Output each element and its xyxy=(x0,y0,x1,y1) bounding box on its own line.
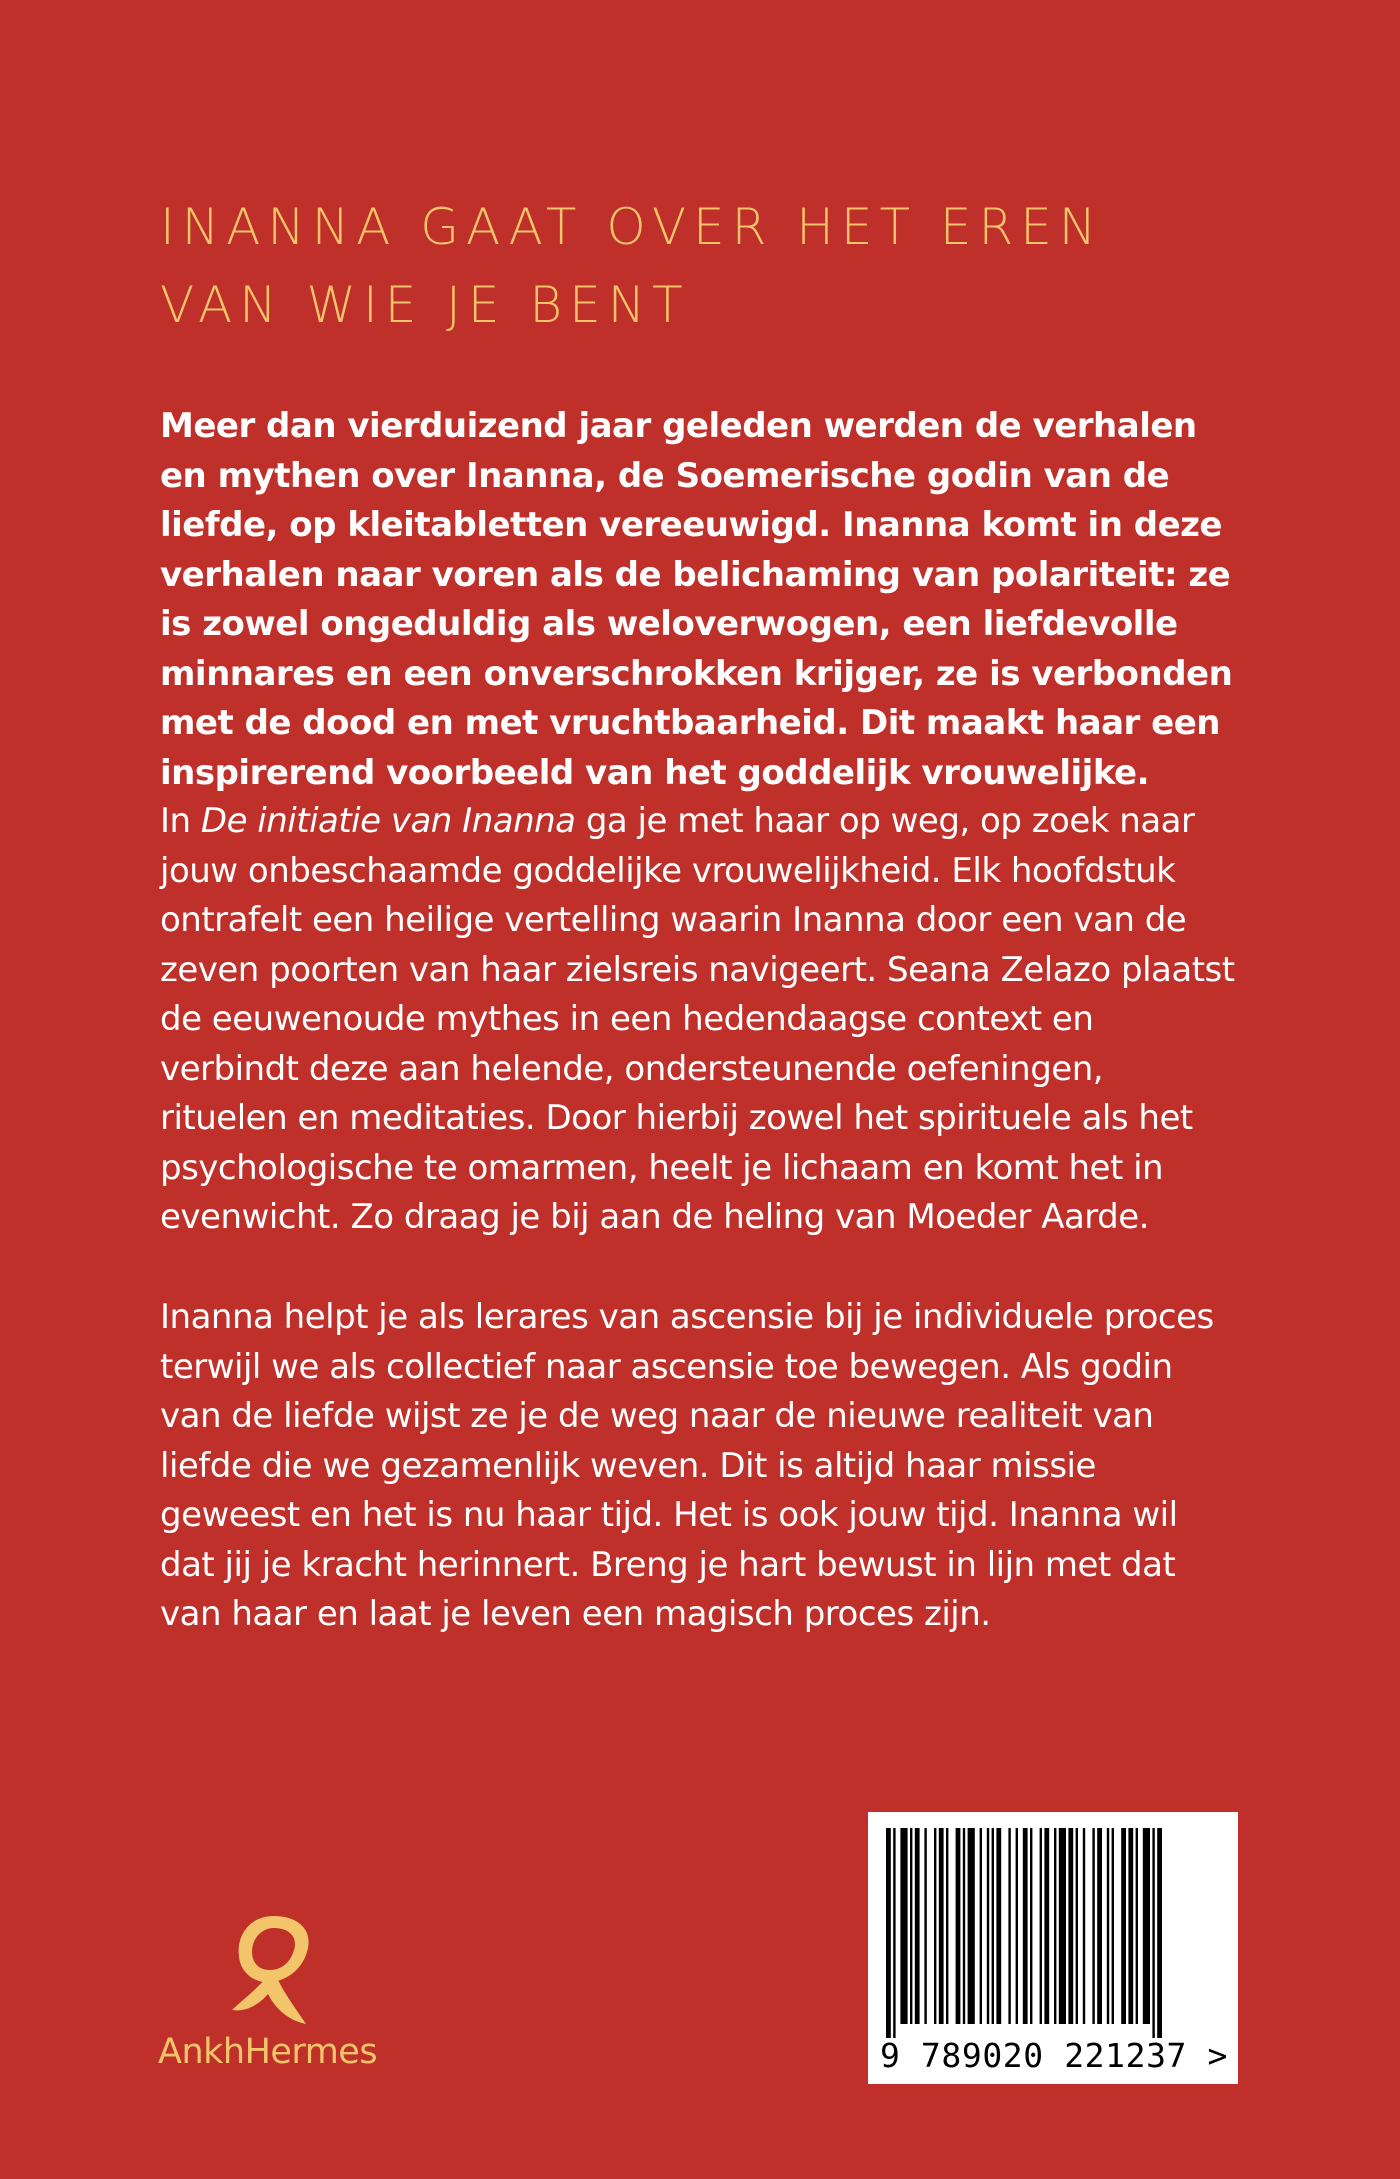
barcode-bar xyxy=(1157,1828,1162,2038)
barcode-bar xyxy=(939,1828,944,2024)
barcode-bar xyxy=(1030,1828,1032,2024)
isbn-digits: 9 789020 221237 > xyxy=(880,2036,1228,2075)
barcode-bar xyxy=(893,1828,895,2038)
barcode-bar xyxy=(1023,1828,1028,2024)
ankh-hermes-logo-icon xyxy=(228,1910,320,2030)
intro-paragraph: Meer dan vierduizend jaar geleden werden de verhalen en mythen over Inanna, de Soemerische godin van de liefde, op kleitabletten vereeuwigd. Inanna komt in deze verhalen naar voren als de belichaming van polariteit: ze is zowel ongeduldig als weloverwogen, een liefdevolle minnares en een onverschrokken krijger, ze is verbonden met de dood en met vruchtbaarheid. Dit maakt haar een inspirerend voorbeeld van het goddelijk vrouwelijke. xyxy=(160,406,1233,793)
barcode-bar xyxy=(900,1828,907,2024)
headline-line-1: INANNA GAAT OVER HET EREN xyxy=(160,198,1104,256)
barcode-bar xyxy=(996,1828,1001,2024)
barcode-bar xyxy=(886,1828,891,2038)
barcode-bar xyxy=(1097,1828,1102,2024)
barcode-bar xyxy=(1107,1828,1109,2024)
barcode-bar xyxy=(956,1828,961,2024)
publisher-name: AnkhHermes xyxy=(158,2032,378,2072)
headline-line-2: VAN WIE JE BENT xyxy=(160,276,690,334)
barcode-bar xyxy=(980,1828,982,2024)
barcode-bar xyxy=(1136,1828,1138,2024)
paragraph-2-prefix: In xyxy=(160,801,201,841)
barcode-bar xyxy=(968,1828,975,2024)
barcode xyxy=(868,1812,1238,2084)
headline xyxy=(160,188,1310,344)
barcode-bar xyxy=(1143,1828,1150,2024)
barcode-bar xyxy=(924,1828,926,2024)
barcode-bar xyxy=(1121,1828,1126,2024)
barcode-bar xyxy=(987,1828,989,2024)
barcode-bar xyxy=(1044,1828,1049,2024)
barcode-bar xyxy=(1076,1828,1078,2024)
barcode-bar xyxy=(934,1828,936,2024)
barcode-bar xyxy=(1068,1828,1073,2024)
paragraph-2-text: ga je met haar op weg, op zoek naar jouw onbeschaamde goddelijke vrouwelijkheid. Elk hoofdstuk ontrafelt een heilige vertelling waarin Inanna door een van de zeven poorten van haar zielsreis navigeert. Seana Zelazo plaatst de eeuwenoude mythes in een hedendaagse context en verbindt deze aan helende, ondersteunende oefeningen, rituelen en meditaties. Door hierbij zowel het spirituele als het psychologische te omarmen, heelt je lichaam en komt het in evenwicht. Zo draag je bij aan de heling van Moeder Aarde. xyxy=(160,801,1235,1237)
barcode-bar xyxy=(1059,1828,1066,2024)
body-paragraph-3: Inanna helpt je als lerares van ascensie bij je individuele proces terwijl we als collectief naar ascensie toe bewegen. Als godin van de liefde wijst ze je de weg naar de nieuwe realiteit van liefde die we gezamenlijk weven. Dit is altijd haar missie geweest en het is nu haar tijd. Het is ook jouw tijd. Inanna wil dat jij je kracht herinnert. Breng je hart bewust in lijn met dat van haar en laat je leven een magisch proces zijn. xyxy=(160,1297,1214,1634)
book-title: De initiatie van Inanna xyxy=(200,801,576,841)
barcode-bar xyxy=(1112,1828,1114,2024)
barcode-bar xyxy=(963,1828,965,2024)
barcode-bar xyxy=(1040,1828,1042,2024)
barcode-bar xyxy=(1092,1828,1094,2024)
barcode-bar xyxy=(1016,1828,1018,2024)
body-paragraph-2 xyxy=(160,797,1240,1243)
barcode-bar xyxy=(1083,1828,1085,2024)
barcode-bar xyxy=(1054,1828,1056,2024)
barcode-bar xyxy=(915,1828,920,2024)
barcode-bar xyxy=(946,1828,948,2024)
barcode-bar xyxy=(1152,1828,1154,2038)
publisher-logo xyxy=(158,1910,388,2070)
barcode-bar xyxy=(992,1828,994,2024)
barcode-bar xyxy=(910,1828,912,2024)
barcode-bar xyxy=(1008,1828,1010,2024)
barcode-bar xyxy=(1128,1828,1133,2024)
